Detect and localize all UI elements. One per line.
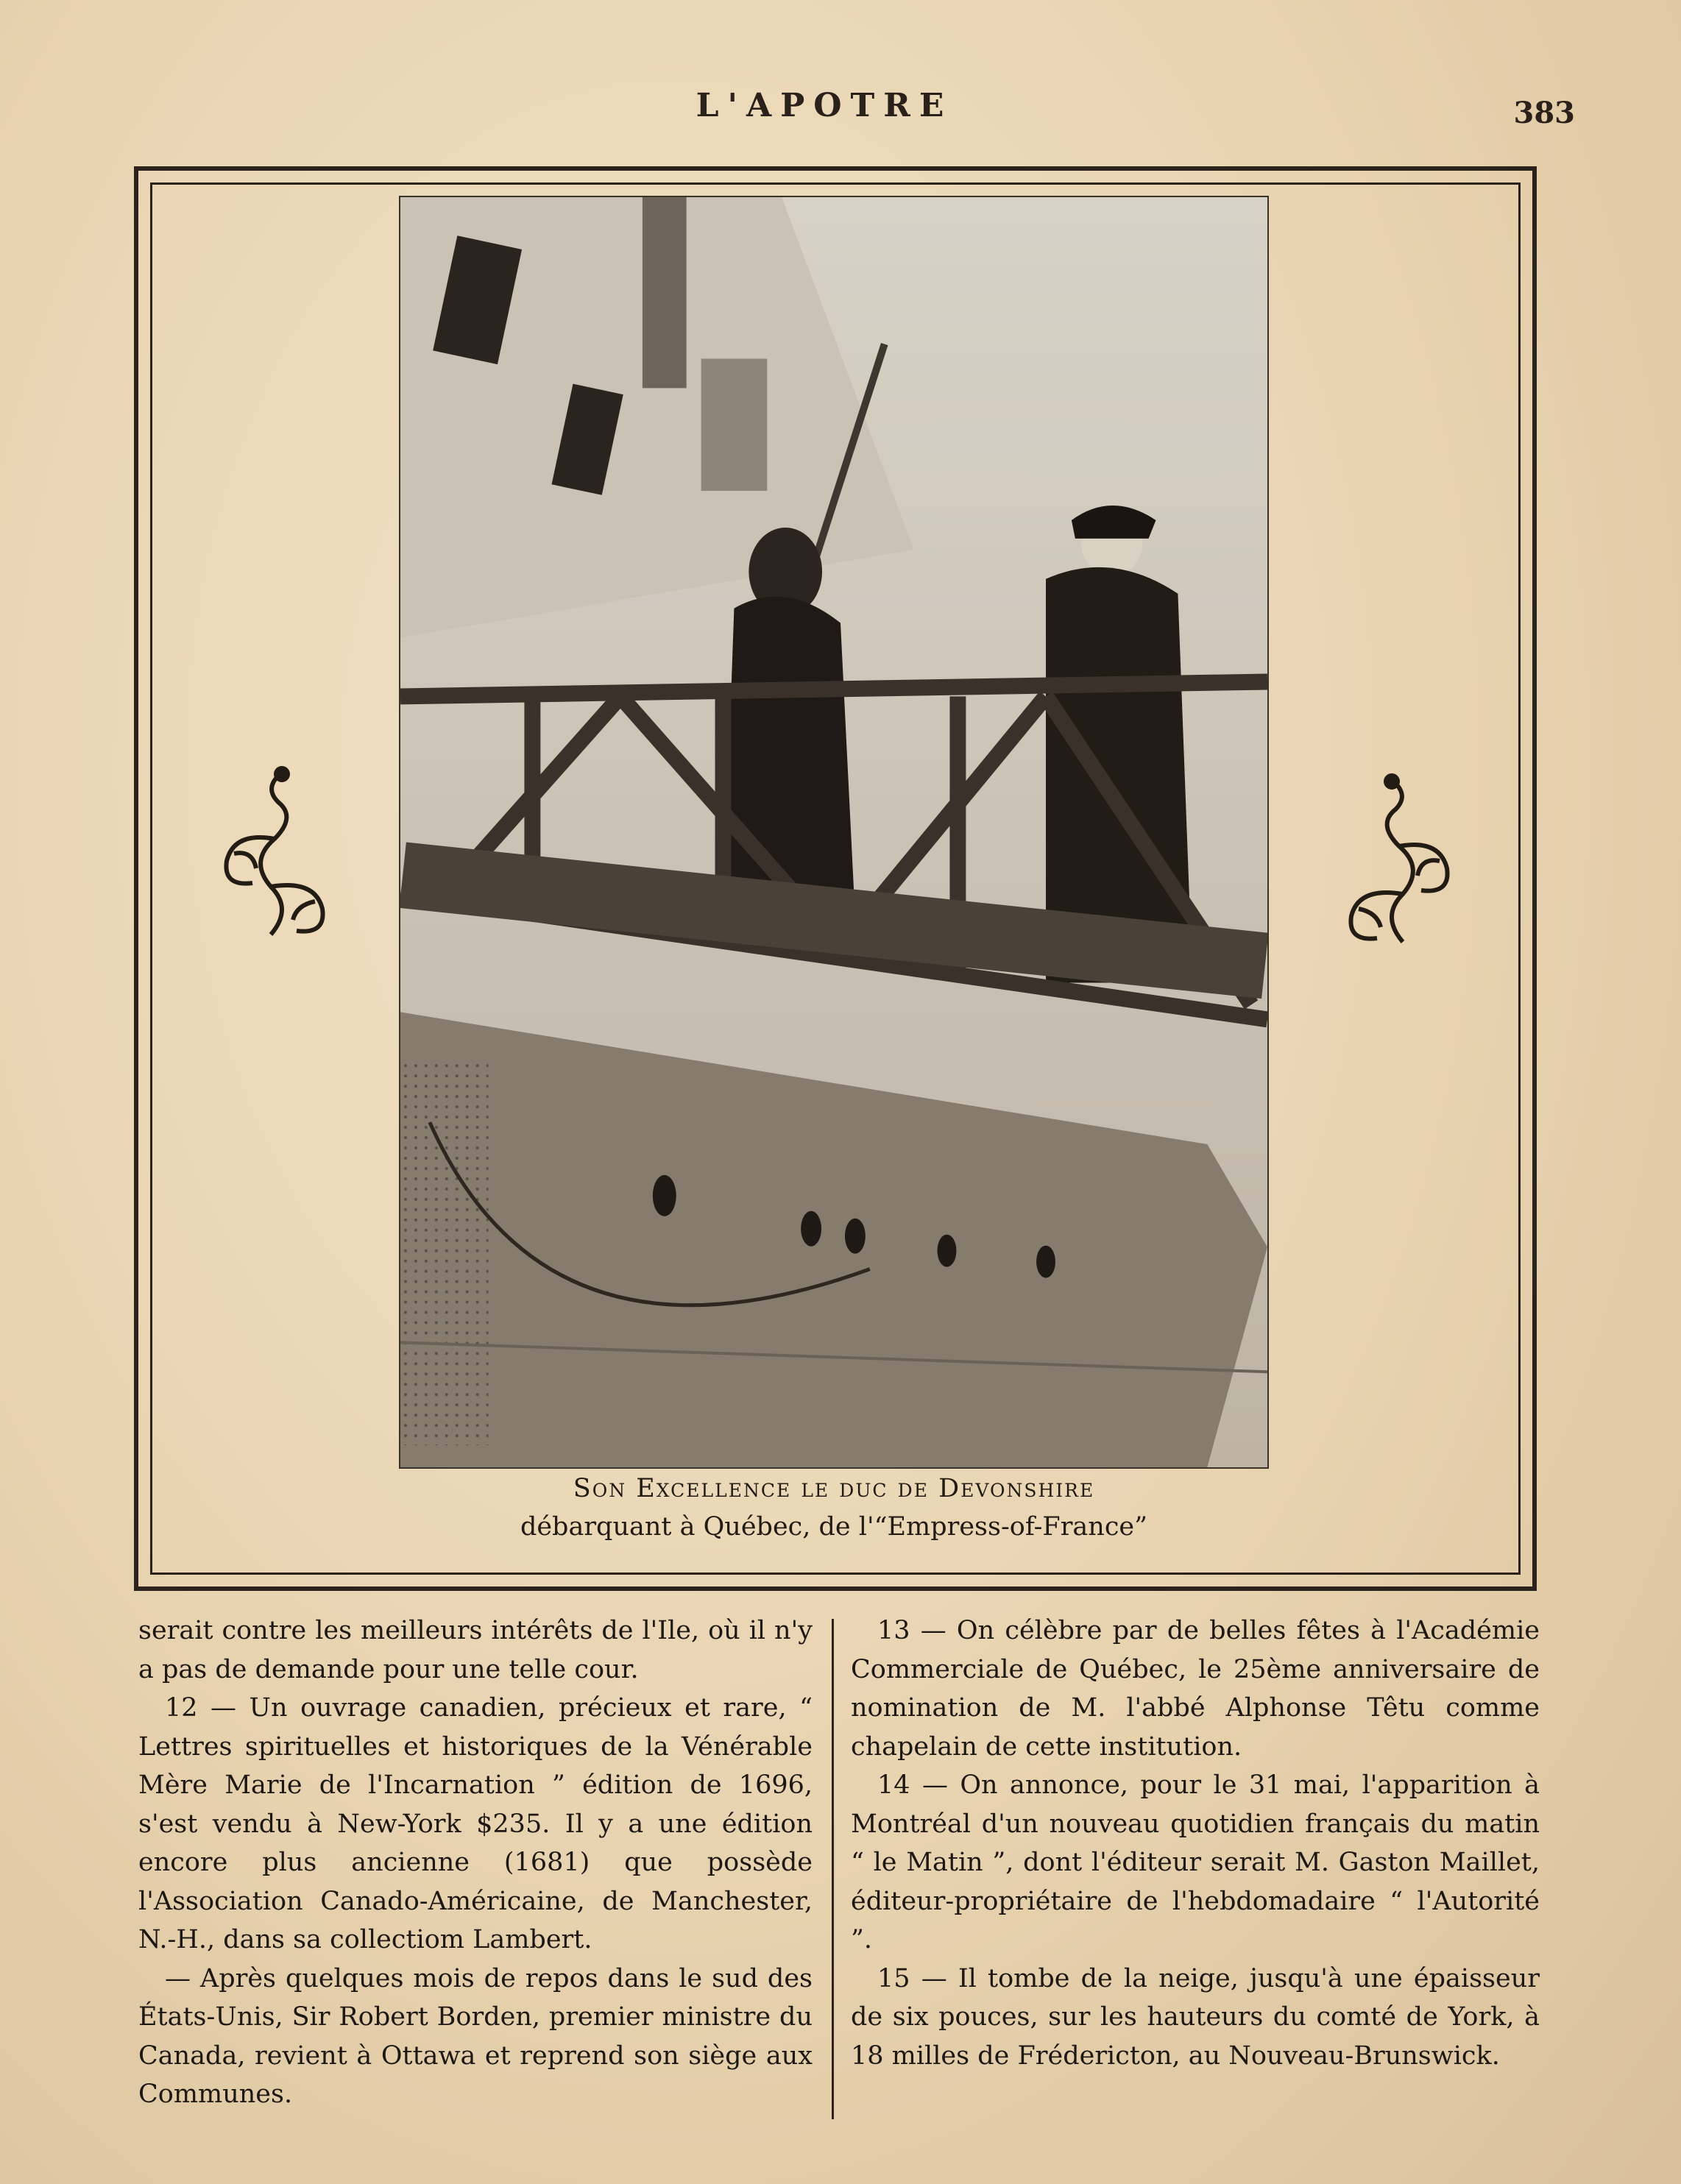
paragraph: 14 — On annonce, pour le 31 mai, l'apparition à Montréal d'un nouveau quotidien français du matin “ le Matin ”, dont l'éditeur serait M. Gaston Maillet, éditeur-propriétaire de l'hebdomadaire “ l'Autorité ”. [851, 1770, 1540, 1954]
caption-line2: débarquant à Québec, de l'“Empress-of-France” [520, 1512, 1148, 1542]
ornament-left-icon [212, 758, 337, 949]
running-title: L'APOTRE [696, 87, 953, 124]
column-divider [832, 1619, 834, 2119]
photograph [399, 196, 1269, 1469]
paragraph: — Après quelques mois de repos dans le sud des États-Unis, Sir Robert Borden, premier ministre du Canada, revient à Ottawa et reprend son siège aux Communes. [138, 1963, 813, 2109]
caption-line1: Son Excellence le duc de Devonshire [573, 1474, 1095, 1503]
photograph-illustration [400, 197, 1267, 1467]
paragraph: 12 — Un ouvrage canadien, précieux et rare, “ Lettres spirituelles et historiques de la Vénérable Mère Marie de l'Incarnation ” édition de 1696, s'est vendu à New-York $235. Il y a une édition encore plus ancienne (1681) que possède l'Association Canado-Américaine, de Manchester, N.-H., dans sa collectiom Lambert. [138, 1693, 813, 1954]
column-right [851, 1612, 1540, 2075]
page-number: 383 [1513, 96, 1575, 130]
paragraph: 15 — Il tombe de la neige, jusqu'à une épaisseur de six pouces, sur les hauteurs du comté de York, à 18 milles de Frédericton, au Nouveau-Brunswick. [851, 1963, 1540, 2071]
paragraph: serait contre les meilleurs intérêts de l'Ile, où il n'y a pas de demande pour une telle cour. [138, 1616, 813, 1684]
column-left [138, 1612, 813, 2114]
ornament-right-icon [1337, 765, 1462, 957]
paragraph: 13 — On célèbre par de belles fêtes à l'Académie Commerciale de Québec, le 25ème anniversaire de nomination de M. l'abbé Alphonse Têtu comme chapelain de cette institution. [851, 1616, 1540, 1762]
